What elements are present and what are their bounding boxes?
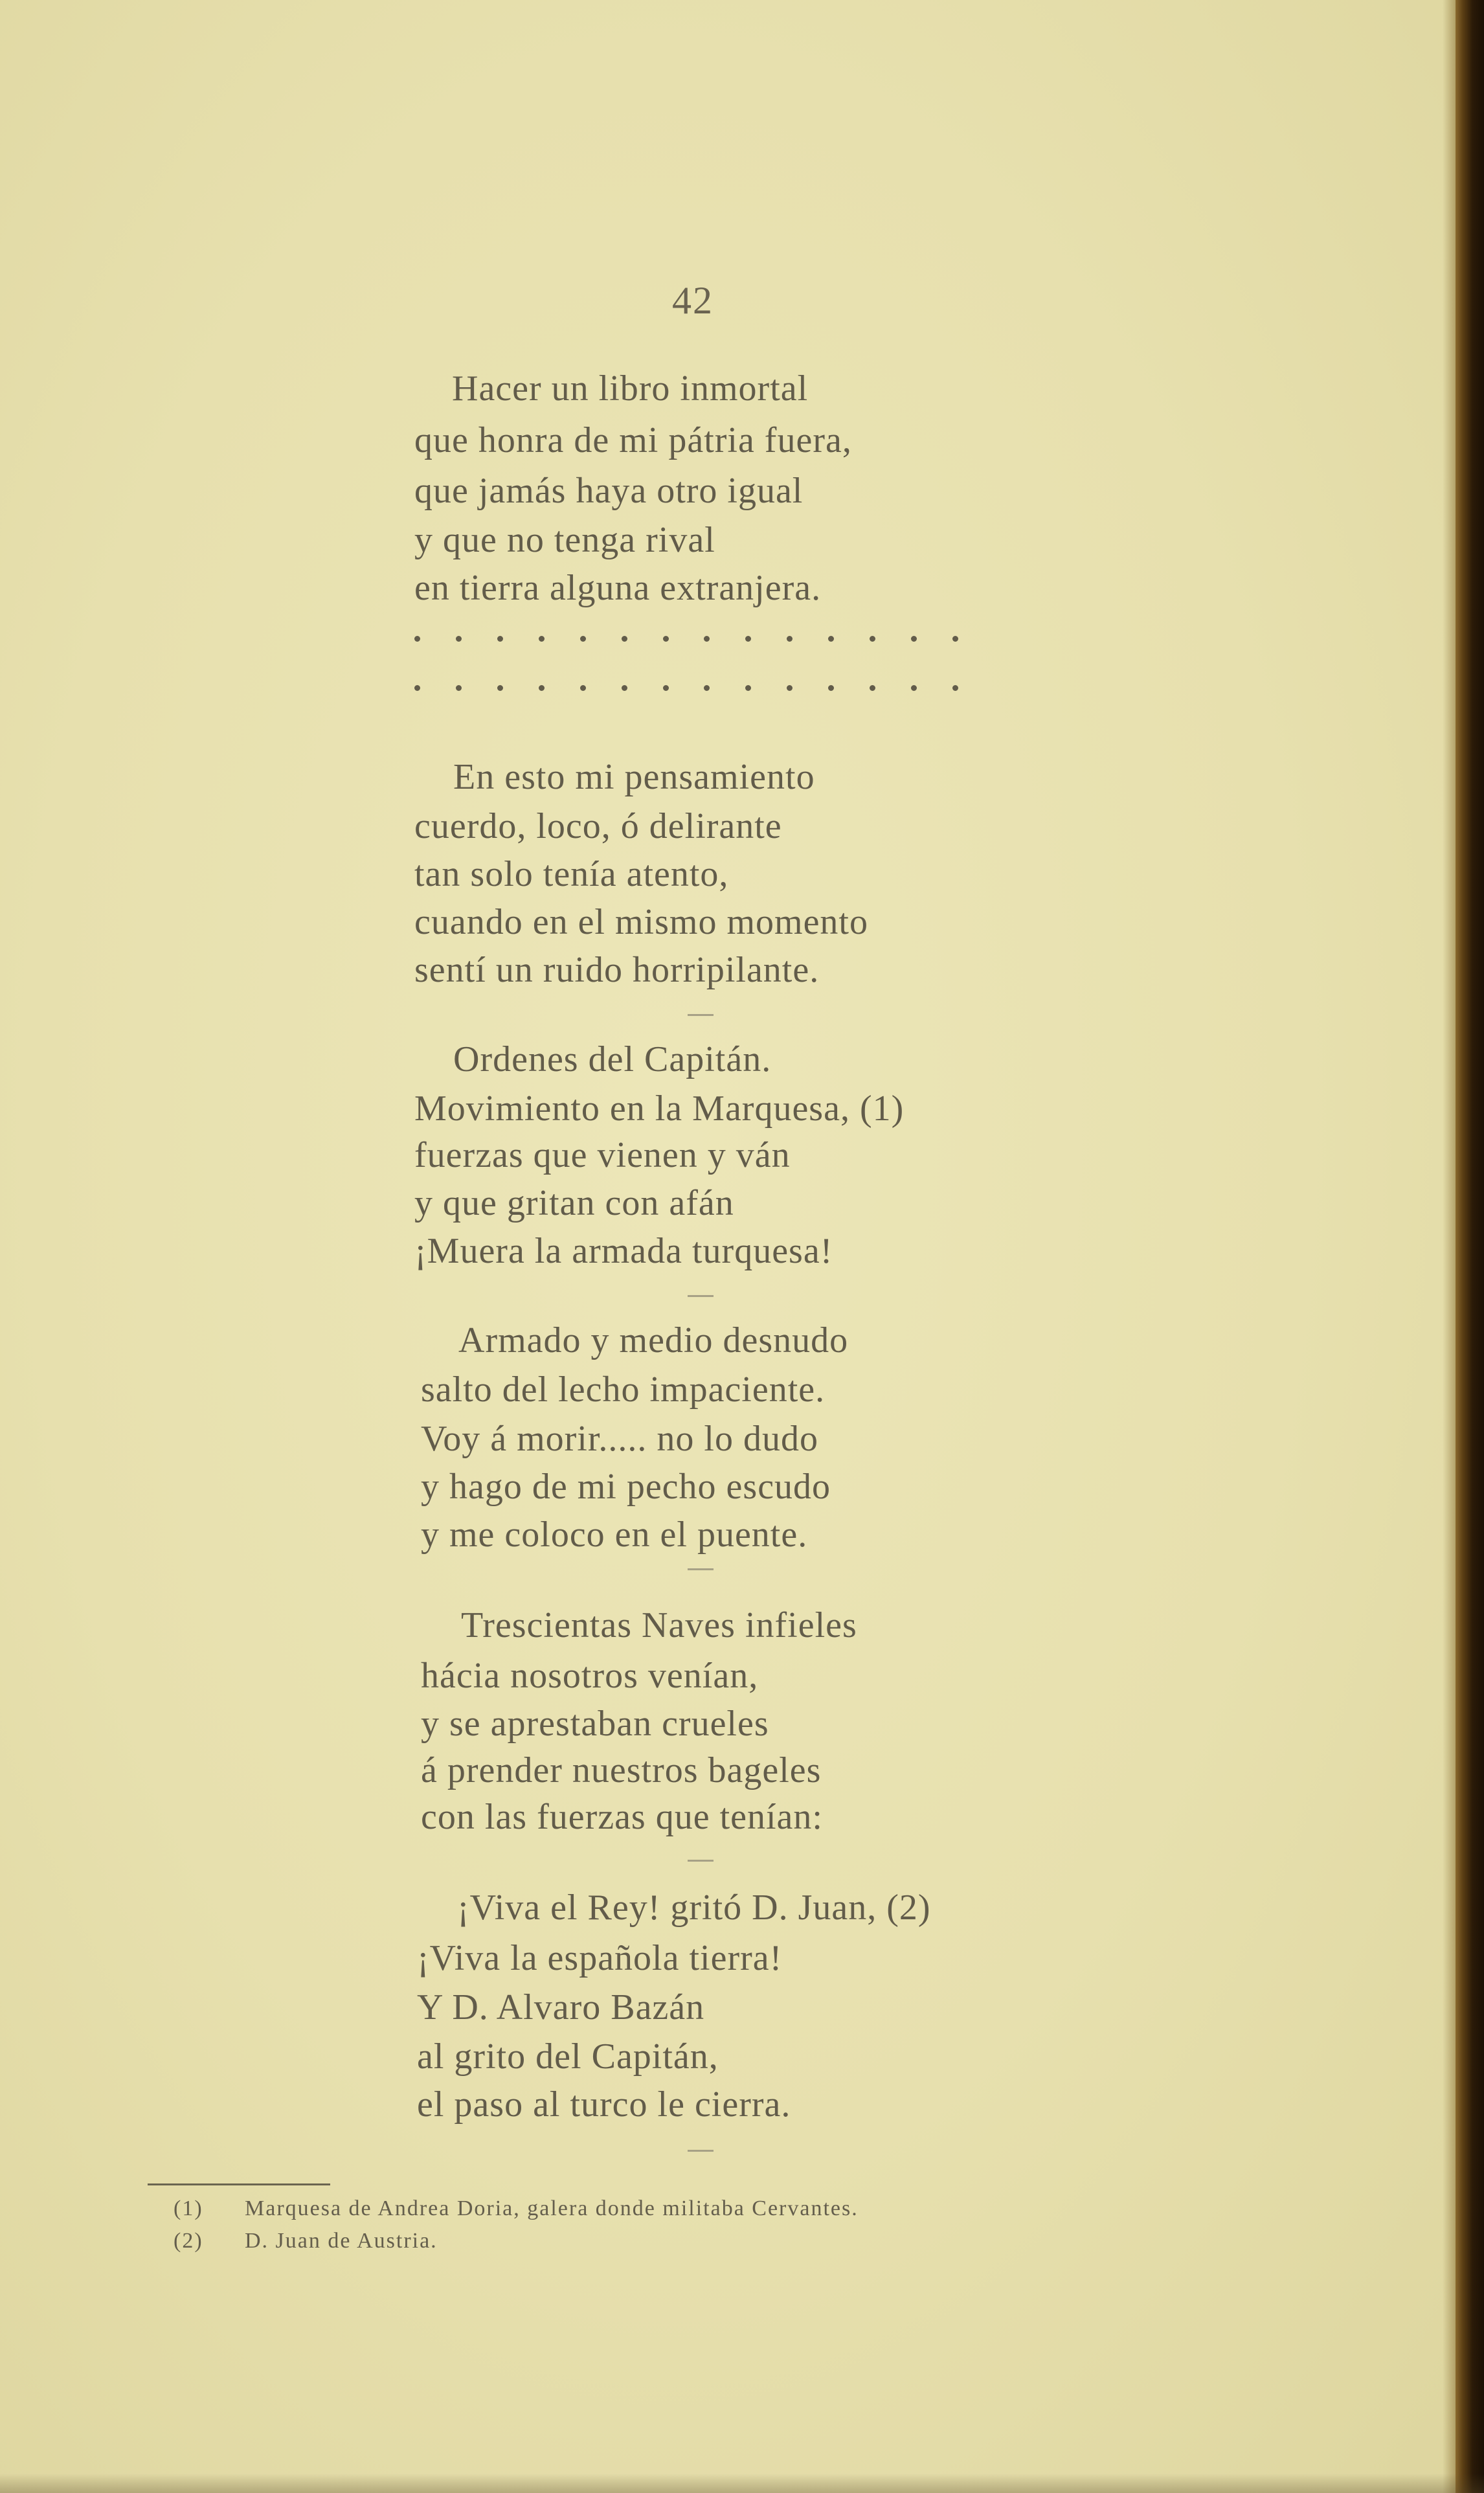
verse-line: que honra de mi pátria fuera, — [414, 420, 852, 460]
page-bottom-shadow — [0, 2474, 1484, 2493]
verse-line: y hago de mi pecho escudo — [421, 1467, 831, 1507]
footnote-1 — [174, 2198, 859, 2220]
footnote-mark: (2) — [174, 2229, 203, 2253]
book-spine — [1456, 0, 1484, 2493]
verse-line: con las fuerzas que tenían: — [421, 1797, 823, 1837]
footnote-text: D. Juan de Austria. — [245, 2229, 438, 2253]
verse-line: el paso al turco le cierra. — [417, 2084, 791, 2125]
footnote-rule — [148, 2183, 330, 2185]
verse-line: En esto mi pensamiento — [453, 757, 815, 797]
stanza-separator — [688, 1568, 714, 1570]
verse-line: y que gritan con afán — [414, 1183, 734, 1223]
verse-line: al grito del Capitán, — [417, 2036, 719, 2077]
page-edge-shadow — [1443, 0, 1456, 2493]
verse-line: en tierra alguna extranjera. — [414, 568, 822, 608]
verse-line: que jamás haya otro igual — [414, 471, 804, 511]
page-number: 42 — [672, 279, 714, 322]
stanza-separator — [688, 1014, 714, 1016]
verse-line: salto del lecho impaciente. — [421, 1370, 826, 1410]
verse-line: y me coloco en el puente. — [421, 1515, 808, 1555]
verse-line: ¡Muera la armada turquesa! — [414, 1231, 833, 1271]
verse-line: ¡Viva la española tierra! — [417, 1938, 783, 1978]
verse-line: Voy á morir..... no lo dudo — [421, 1419, 818, 1459]
verse-line: sentí un ruido horripilante. — [414, 950, 820, 990]
stanza-separator — [688, 2150, 714, 2152]
verse-line: tan solo tenía atento, — [414, 854, 729, 894]
stanza-separator — [688, 1860, 714, 1862]
verse-line: Ordenes del Capitán. — [453, 1039, 772, 1079]
ellipsis-row — [414, 685, 958, 693]
stanza-separator — [688, 1295, 714, 1297]
verse-line: y que no tenga rival — [414, 520, 715, 560]
footnote-2 — [174, 2230, 438, 2252]
ellipsis-row — [414, 636, 958, 644]
verse-line: Y D. Alvaro Bazán — [417, 1987, 705, 2027]
verse-line: á prender nuestros bageles — [421, 1750, 822, 1790]
verse-line: hácia nosotros venían, — [421, 1656, 759, 1696]
verse-line: Trescientas Naves infieles — [461, 1605, 857, 1645]
verse-line: cuando en el mismo momento — [414, 902, 868, 942]
verse-line: Armado y medio desnudo — [458, 1320, 849, 1360]
verse-line: fuerzas que vienen y ván — [414, 1135, 791, 1175]
verse-line: ¡Viva el Rey! gritó D. Juan, (2) — [457, 1888, 931, 1928]
footnote-mark: (1) — [174, 2196, 203, 2220]
verse-line: Movimiento en la Marquesa, (1) — [414, 1089, 905, 1129]
verse-line: Hacer un libro inmortal — [452, 368, 809, 409]
verse-line: cuerdo, loco, ó delirante — [414, 806, 782, 846]
footnote-text: Marquesa de Andrea Doria, galera donde militaba Cervantes. — [245, 2196, 859, 2220]
verse-line: y se aprestaban crueles — [421, 1704, 769, 1744]
